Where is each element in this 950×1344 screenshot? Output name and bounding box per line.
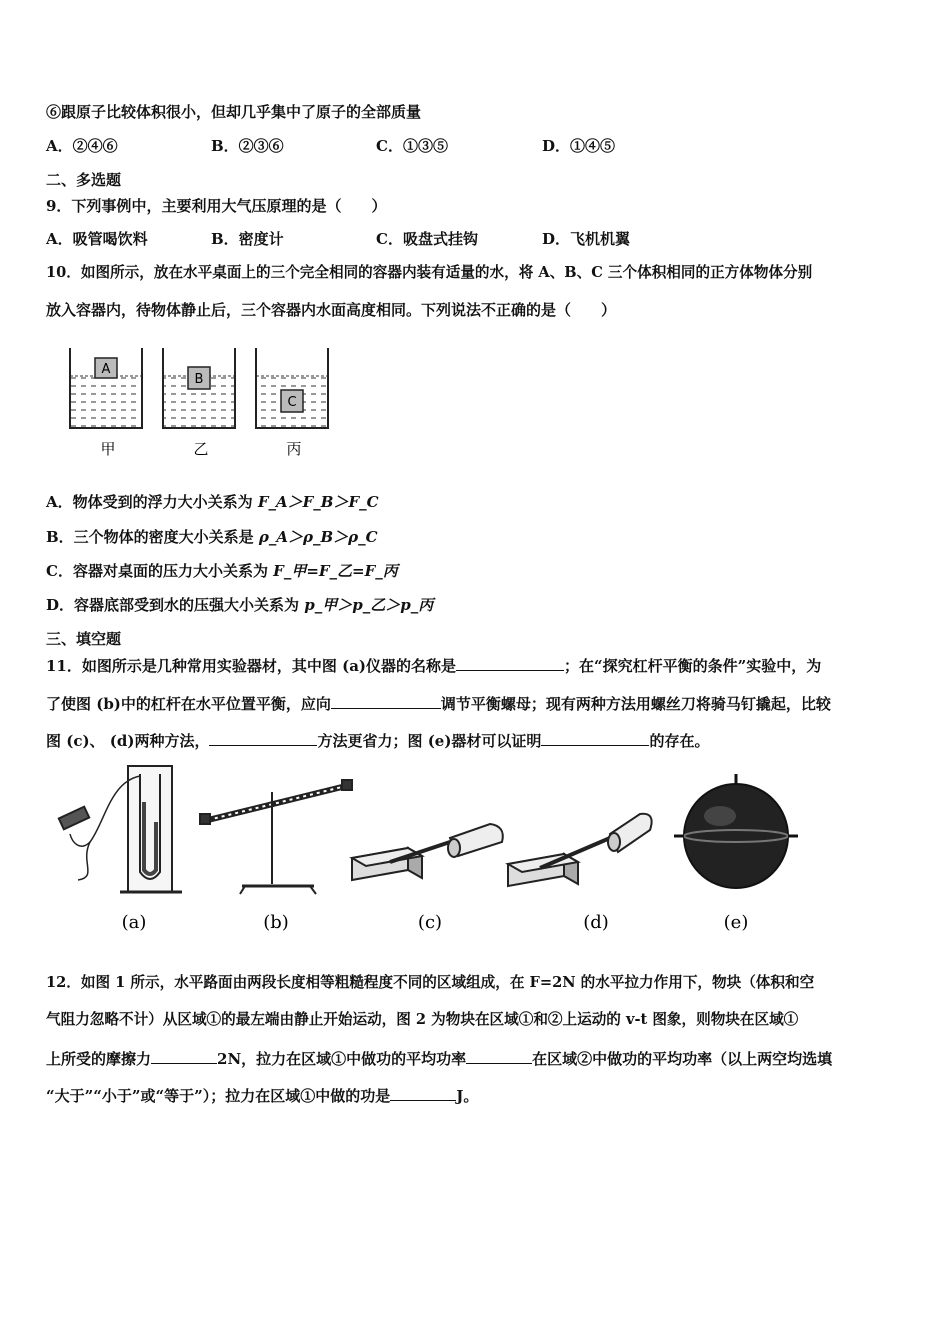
label-yi: 乙 (193, 440, 209, 458)
q9-option-a: A．吸管喝饮料 (46, 230, 148, 248)
q11-blank-2[interactable] (331, 692, 441, 709)
q10-stem-line2: 放入容器内，待物体静止后，三个容器内水面高度相同。下列说法不正确的是（ ） (46, 301, 617, 319)
q10-option-d-relation: p_甲＞p_乙＞p_丙 (304, 596, 434, 614)
section-3-title: 三、填空题 (46, 630, 122, 648)
screwdriver-c (352, 824, 503, 880)
label-c: (c) (417, 912, 443, 933)
label-a: (a) (121, 912, 147, 933)
q10-option-d: D．容器底部受到水的压强大小关系为 p_甲＞p_乙＞p_丙 (46, 596, 434, 614)
q12-line3: 上所受的摩擦力 2N，拉力在区域①中做功的平均功率 在区域②中做功的平均功率（以上两空均选填 (46, 1047, 832, 1069)
q11-blank-1[interactable] (456, 654, 564, 671)
q12-blank-2[interactable] (466, 1047, 532, 1064)
q9-option-c: C．吸盘式挂钩 (376, 230, 478, 248)
q10-option-c: C．容器对桌面的压力大小关系为 F_甲=F_乙=F_丙 (46, 562, 398, 580)
q8-option-d: D．①④⑤ (542, 137, 616, 155)
q9-stem: 9．下列事例中，主要利用大气压原理的是（ ） (46, 197, 387, 215)
q11-line2: 了使图 (b)中的杠杆在水平位置平衡，应向 调节平衡螺母；现有两种方法用螺丝刀将骑马钉撬起，比较 (46, 692, 831, 714)
q8-option-b: B．②③⑥ (211, 137, 284, 155)
q10-option-a-relation: F_A＞F_B＞F_C (257, 493, 379, 511)
q9-option-b: B．密度计 (211, 230, 284, 248)
q12-line1: 12．如图 1 所示，水平路面由两段长度相等粗糙程度不同的区域组成，在 F=2N 的水平拉力作用下，物块（体积和空 (46, 974, 815, 991)
label-e: (e) (723, 912, 749, 933)
block-b-label: B (194, 372, 204, 387)
q11-line3: 图 (c)、 (d)两种方法， 方法更省力；图 (e)器材可以证明 的存在。 (46, 729, 709, 751)
q8-option-c: C．①③⑤ (376, 137, 448, 155)
q11-instruments-figure (50, 762, 810, 942)
q8-option-a: A．②④⑥ (46, 137, 118, 155)
q10-option-c-relation: F_甲=F_乙=F_丙 (273, 562, 398, 580)
q12-line4: “大于”“小于”或“等于”）；拉力在区域①中做的功是 J。 (46, 1084, 478, 1106)
q11-blank-3[interactable] (209, 729, 317, 746)
label-b: (b) (263, 912, 289, 933)
q12-blank-1[interactable] (151, 1047, 217, 1064)
q10-option-b-relation: ρ_A＞ρ_B＞ρ_C (258, 528, 378, 546)
q9-option-d: D．飞机机翼 (542, 230, 631, 248)
q12-blank-3[interactable] (390, 1084, 456, 1101)
label-d: (d) (583, 912, 609, 933)
label-bing: 丙 (286, 440, 302, 458)
label-jia: 甲 (100, 440, 116, 458)
manometer-a (59, 766, 182, 892)
container-bing (256, 348, 328, 428)
block-a-label: A (101, 362, 111, 377)
magdeburg-hemispheres-e (674, 774, 798, 888)
screwdriver-d (508, 814, 652, 886)
q10-containers-figure (60, 342, 350, 462)
q10-stem-line1: 10．如图所示，放在水平桌面上的三个完全相同的容器内装有适量的水，将 A、B、C 三个体积相同的正方体物体分别 (46, 264, 813, 281)
q12-line2: 气阻力忽略不计）从区域①的最左端由静止开始运动，图 2 为物块在区域①和②上运动的 v-t 图象，则物块在区域① (46, 1011, 799, 1028)
lever-b (200, 780, 352, 894)
q8-item6: ⑥跟原子比较体积很小，但却几乎集中了原子的全部质量 (46, 103, 422, 121)
q10-option-b: B．三个物体的密度大小关系是 ρ_A＞ρ_B＞ρ_C (46, 528, 378, 546)
q10-option-a: A．物体受到的浮力大小关系为 F_A＞F_B＞F_C (46, 493, 379, 511)
section-2-title: 二、多选题 (46, 171, 122, 189)
q11-line1: 11．如图所示是几种常用实验器材，其中图 (a)仪器的名称是 ；在“探究杠杆平衡的条件”实验中，为 (46, 654, 821, 676)
container-yi (163, 348, 235, 428)
container-jia (70, 348, 142, 428)
block-c-label: C (287, 395, 297, 410)
q11-blank-4[interactable] (541, 729, 649, 746)
